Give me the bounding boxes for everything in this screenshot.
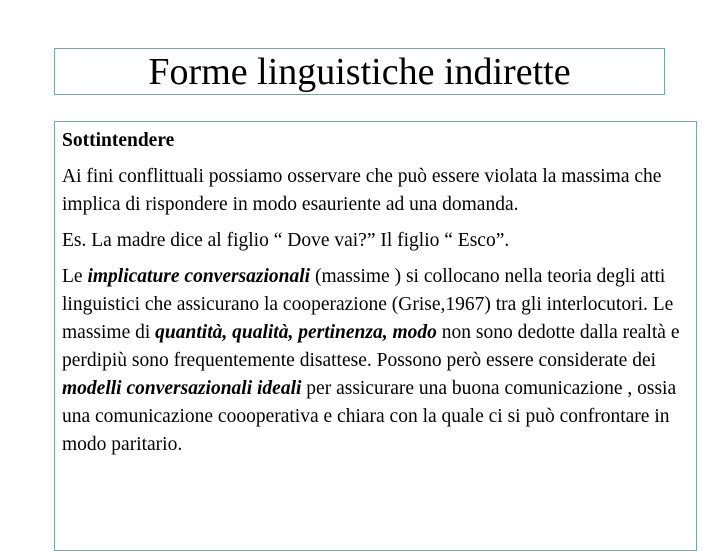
paragraph-example: Es. La madre dice al figlio “ Dove vai?” Il figlio “ Esco”. <box>62 230 510 251</box>
content-box <box>54 121 697 551</box>
text-segment: Le <box>62 266 88 287</box>
text-segment: per assicurare una buona comunicazione , ossia una comunicazione coooperativa e chiara con la quale ci si può confrontare in modo paritario. <box>62 378 677 455</box>
text-segment: (massime ) si collocano nella teoria degli atti linguistici che assicurano la cooperazione (Grise,1967) tra gli interlocutori. Le massime di <box>62 266 674 343</box>
slide-title: Forme linguistiche indirette <box>148 50 571 93</box>
text-segment: non sono dedotte dalla realtà e perdipiù sono frequentemente disattese. Possono però essere considerate dei <box>62 322 680 371</box>
section-heading: Sottintendere <box>62 130 175 151</box>
emphasis-implicatures: implicature conversazionali <box>87 266 311 287</box>
title-box <box>54 48 665 95</box>
emphasis-ideal-models: modelli conversazionali ideali <box>62 378 302 399</box>
paragraph-implicatures <box>62 263 688 459</box>
paragraph-violation: Ai fini conflittuali possiamo osservare che può essere violata la massima che implica di rispondere in modo esauriente ad una domanda. <box>62 166 662 215</box>
emphasis-maxims: quantità, qualità, pertinenza, modo <box>155 322 437 343</box>
